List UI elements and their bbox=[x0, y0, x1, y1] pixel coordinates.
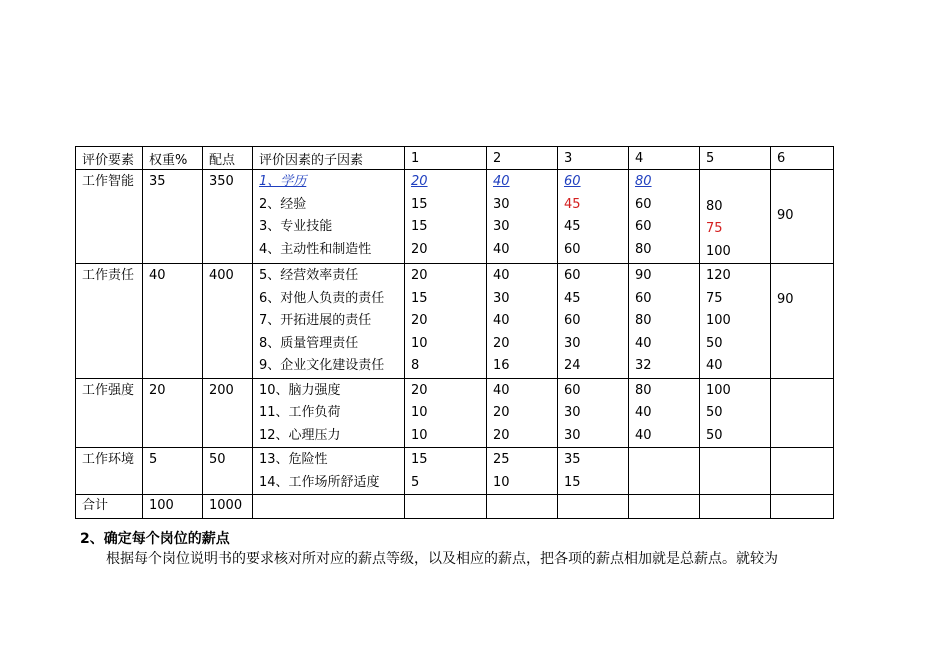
level-value: 15 bbox=[564, 474, 581, 490]
header-row bbox=[76, 147, 834, 170]
level-4-cell bbox=[629, 378, 700, 448]
subfactor: 3、专业技能 bbox=[259, 219, 333, 234]
level-value: 80 bbox=[635, 241, 652, 257]
header-cell: 1 bbox=[405, 147, 487, 170]
level-value-empty bbox=[706, 170, 770, 194]
weight-value: 5 bbox=[149, 452, 158, 467]
weight-cell bbox=[143, 378, 203, 448]
level-value: 100 bbox=[706, 243, 731, 259]
level-4-cell bbox=[629, 264, 700, 379]
total-weight-cell bbox=[143, 495, 203, 519]
points-cell bbox=[203, 378, 253, 448]
subfactor: 5、经营效率责任 bbox=[259, 268, 359, 283]
total-label: 合计 bbox=[82, 498, 109, 513]
weight-cell bbox=[143, 264, 203, 379]
level-5-cell bbox=[700, 264, 771, 379]
weight-cell bbox=[143, 170, 203, 264]
level-value: 40 bbox=[706, 358, 723, 373]
level-value: 20 bbox=[411, 313, 428, 328]
level-1-cell bbox=[405, 448, 487, 495]
level-5-cell bbox=[700, 170, 771, 264]
level-2-cell bbox=[487, 264, 558, 379]
factor-cell bbox=[76, 170, 143, 264]
header-cell: 配点 bbox=[203, 147, 253, 170]
level-value-highlight: 45 bbox=[564, 196, 581, 212]
empty-cell bbox=[487, 495, 558, 519]
level-value: 15 bbox=[411, 290, 428, 306]
level-value: 45 bbox=[564, 290, 581, 306]
factor-name: 工作责任 bbox=[82, 268, 135, 283]
level-value: 40 bbox=[493, 313, 510, 328]
header-cell: 6 bbox=[771, 147, 834, 170]
points-value: 200 bbox=[209, 382, 234, 398]
level-value: 60 bbox=[635, 290, 652, 306]
level-3-cell bbox=[558, 264, 629, 379]
level-value-link[interactable]: 60 bbox=[564, 174, 581, 189]
level-value: 20 bbox=[493, 427, 510, 443]
subfactor: 12、心理压力 bbox=[259, 427, 341, 443]
level-6-cell bbox=[771, 264, 834, 379]
header-cell: 5 bbox=[700, 147, 771, 170]
empty-cell bbox=[558, 495, 629, 519]
points-cell bbox=[203, 448, 253, 495]
level-value: 30 bbox=[564, 335, 581, 351]
empty-cell bbox=[405, 495, 487, 519]
level-value: 20 bbox=[411, 268, 428, 283]
level-value: 20 bbox=[493, 405, 510, 420]
level-value: 60 bbox=[564, 382, 581, 398]
factor-cell bbox=[76, 264, 143, 379]
level-value: 40 bbox=[635, 335, 652, 351]
subfactor: 10、脑力强度 bbox=[259, 382, 341, 398]
level-6-cell bbox=[771, 378, 834, 448]
level-value: 25 bbox=[493, 452, 510, 467]
header-cell: 4 bbox=[629, 147, 700, 170]
points-cell bbox=[203, 264, 253, 379]
level-value: 50 bbox=[706, 405, 723, 420]
header-cell: 3 bbox=[558, 147, 629, 170]
level-2-cell bbox=[487, 448, 558, 495]
level-value: 5 bbox=[411, 474, 420, 490]
level-value: 30 bbox=[564, 427, 581, 443]
level-value: 15 bbox=[411, 452, 428, 467]
table-row bbox=[76, 378, 834, 448]
table-row bbox=[76, 170, 834, 264]
level-value: 75 bbox=[706, 290, 723, 306]
total-weight: 100 bbox=[149, 498, 174, 513]
level-1-cell bbox=[405, 378, 487, 448]
subfactor-cell bbox=[253, 378, 405, 448]
level-value-link[interactable]: 20 bbox=[411, 174, 428, 189]
level-value: 30 bbox=[564, 405, 581, 420]
factor-name: 工作智能 bbox=[82, 174, 135, 189]
points-value: 350 bbox=[209, 174, 234, 189]
level-value: 10 bbox=[411, 405, 428, 420]
level-value: 50 bbox=[706, 335, 723, 351]
header-cell: 权重% bbox=[143, 147, 203, 170]
factor-name: 工作强度 bbox=[82, 382, 135, 398]
level-value: 80 bbox=[706, 198, 723, 214]
level-value: 40 bbox=[635, 405, 652, 420]
total-points: 1000 bbox=[209, 498, 243, 513]
total-points-cell bbox=[203, 495, 253, 519]
level-value: 10 bbox=[411, 427, 428, 443]
level-value: 45 bbox=[564, 219, 581, 234]
subfactor: 9、企业文化建设责任 bbox=[259, 358, 385, 373]
level-value: 120 bbox=[706, 268, 731, 283]
weight-value: 40 bbox=[149, 268, 166, 283]
level-value: 16 bbox=[493, 358, 510, 373]
level-3-cell bbox=[558, 170, 629, 264]
level-value: 60 bbox=[635, 196, 652, 212]
level-1-cell bbox=[405, 264, 487, 379]
points-cell bbox=[203, 170, 253, 264]
level-value: 40 bbox=[493, 382, 510, 398]
level-value: 10 bbox=[493, 474, 510, 490]
level-value: 40 bbox=[493, 268, 510, 283]
level-4-cell bbox=[629, 448, 700, 495]
evaluation-table bbox=[75, 146, 834, 519]
level-value: 30 bbox=[493, 219, 510, 234]
level-4-cell bbox=[629, 170, 700, 264]
weight-value: 20 bbox=[149, 382, 166, 398]
level-value: 35 bbox=[564, 452, 581, 467]
header-cell: 评价因素的子因素 bbox=[253, 147, 405, 170]
level-value: 40 bbox=[635, 427, 652, 443]
level-5-cell bbox=[700, 378, 771, 448]
subfactor: 14、工作场所舒适度 bbox=[259, 474, 380, 490]
body-paragraph: 根据每个岗位说明书的要求核对所对应的薪点等级，以及相应的薪点，把各项的薪点相加就是总薪点。就较为 bbox=[106, 551, 778, 567]
level-value: 60 bbox=[564, 241, 581, 257]
level-value: 100 bbox=[706, 313, 731, 328]
subfactor: 4、主动性和制造性 bbox=[259, 241, 372, 257]
level-value: 20 bbox=[493, 335, 510, 351]
level-value: 30 bbox=[493, 290, 510, 306]
subfactor: 13、危险性 bbox=[259, 452, 328, 467]
level-value: 24 bbox=[564, 358, 581, 373]
header-cell: 评价要素 bbox=[76, 147, 143, 170]
level-2-cell bbox=[487, 378, 558, 448]
table-row bbox=[76, 448, 834, 495]
subfactor-cell bbox=[253, 264, 405, 379]
level-value: 60 bbox=[564, 313, 581, 328]
level-2-cell bbox=[487, 170, 558, 264]
empty-cell bbox=[771, 495, 834, 519]
level-value: 50 bbox=[706, 427, 723, 443]
level-value: 30 bbox=[493, 196, 510, 212]
level-value: 60 bbox=[564, 268, 581, 283]
subfactor-cell bbox=[253, 448, 405, 495]
level-5-cell bbox=[700, 448, 771, 495]
section-heading: 2、确定每个岗位的薪点 bbox=[80, 531, 230, 547]
subfactor: 2、经验 bbox=[259, 196, 307, 212]
level-3-cell bbox=[558, 378, 629, 448]
empty-cell bbox=[253, 495, 405, 519]
level-value: 15 bbox=[411, 196, 428, 212]
level-value-link[interactable]: 40 bbox=[493, 174, 510, 189]
weight-cell bbox=[143, 448, 203, 495]
level-value: 8 bbox=[411, 358, 420, 373]
level-value-link[interactable]: 80 bbox=[635, 174, 652, 189]
total-row bbox=[76, 495, 834, 519]
subfactor: 8、质量管理责任 bbox=[259, 335, 359, 351]
level-3-cell bbox=[558, 448, 629, 495]
empty-cell bbox=[629, 495, 700, 519]
level-value: 90 bbox=[777, 208, 794, 224]
empty-cell bbox=[700, 495, 771, 519]
level-value: 32 bbox=[635, 358, 652, 373]
level-value-highlight: 75 bbox=[706, 221, 723, 236]
level-value: 80 bbox=[635, 313, 652, 328]
level-6-cell bbox=[771, 170, 834, 264]
level-value: 90 bbox=[777, 292, 794, 307]
table-row bbox=[76, 264, 834, 379]
factor-cell bbox=[76, 378, 143, 448]
factor-cell bbox=[76, 448, 143, 495]
level-value: 60 bbox=[635, 219, 652, 234]
level-6-cell bbox=[771, 448, 834, 495]
level-value: 40 bbox=[493, 241, 510, 257]
level-1-cell bbox=[405, 170, 487, 264]
level-value: 90 bbox=[635, 268, 652, 283]
weight-value: 35 bbox=[149, 174, 166, 189]
level-value: 20 bbox=[411, 382, 428, 398]
total-label-cell bbox=[76, 495, 143, 519]
subfactor: 11、工作负荷 bbox=[259, 405, 341, 420]
header-cell: 2 bbox=[487, 147, 558, 170]
subfactor-link[interactable]: 1、学历 bbox=[259, 174, 307, 189]
level-value: 80 bbox=[635, 382, 652, 398]
subfactor: 7、开拓进展的责任 bbox=[259, 313, 372, 328]
level-value: 100 bbox=[706, 382, 731, 398]
points-value: 400 bbox=[209, 268, 234, 283]
factor-name: 工作环境 bbox=[82, 452, 135, 467]
level-value: 15 bbox=[411, 219, 428, 234]
level-value: 10 bbox=[411, 335, 428, 351]
subfactor: 6、对他人负责的责任 bbox=[259, 290, 385, 306]
level-value: 20 bbox=[411, 241, 428, 257]
points-value: 50 bbox=[209, 452, 226, 467]
subfactor-cell bbox=[253, 170, 405, 264]
